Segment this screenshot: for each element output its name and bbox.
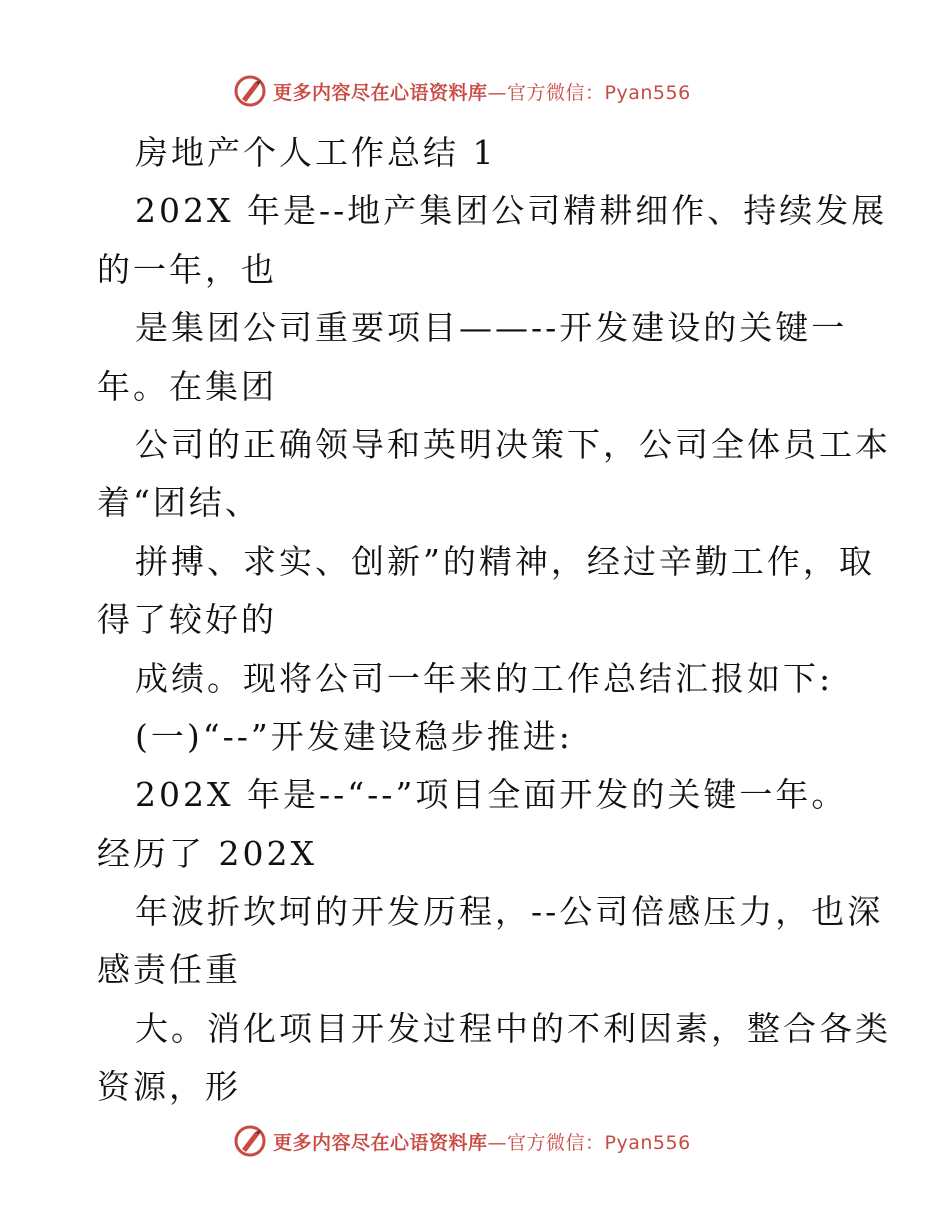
text-line: 拼搏、求实、创新”的精神，经过辛勤工作，取 xyxy=(135,541,875,581)
banner-text xyxy=(273,78,691,105)
banner-sub-text: 官方微信： xyxy=(507,1131,605,1154)
body-text xyxy=(97,124,891,1117)
text-line: 的一年，也 xyxy=(97,249,277,289)
text-line: 202X 年是--地产集团公司精耕细作、持续发展 xyxy=(135,191,888,231)
pen-circle-logo-icon xyxy=(233,1124,267,1158)
banner-text xyxy=(273,1128,691,1155)
text-line: 成绩。现将公司一年来的工作总结汇报如下: xyxy=(135,658,834,698)
text-line: 是集团公司重要项目——--开发建设的关键一 xyxy=(135,308,848,348)
pen-circle-logo-icon xyxy=(233,74,267,108)
banner-sub-text: 官方微信： xyxy=(507,81,605,104)
text-line: (一)“--”开发建设稳步推进: xyxy=(135,716,573,756)
text-line: 得了较好的 xyxy=(97,600,277,640)
banner-account: Pyan556 xyxy=(604,1131,691,1154)
banner-main-text: 更多内容尽在心语资料库 xyxy=(273,81,488,104)
banner-main-text: 更多内容尽在心语资料库 xyxy=(273,1131,488,1154)
banner-dash: — xyxy=(487,1131,508,1154)
text-line: 202X 年是--“--”项目全面开发的关键一年。 xyxy=(135,775,848,815)
text-line: 年。在集团 xyxy=(97,366,277,406)
text-line: 着“团结、 xyxy=(97,483,261,523)
text-line: 经历了 202X xyxy=(97,833,317,873)
text-line: 资源，形 xyxy=(97,1067,241,1107)
footer-banner xyxy=(233,1123,691,1159)
text-line: 大。消化项目开发过程中的不利因素，整合各类 xyxy=(135,1008,891,1048)
banner-account: Pyan556 xyxy=(604,81,691,104)
header-banner xyxy=(233,73,691,109)
text-line: 公司的正确领导和英明决策下，公司全体员工本 xyxy=(135,424,891,464)
banner-dash: — xyxy=(487,81,508,104)
text-line: 年波折坎坷的开发历程，--公司倍感压力，也深 xyxy=(135,892,884,932)
text-line: 感责任重 xyxy=(97,950,241,990)
text-line: 房地产个人工作总结 1 xyxy=(135,133,497,172)
